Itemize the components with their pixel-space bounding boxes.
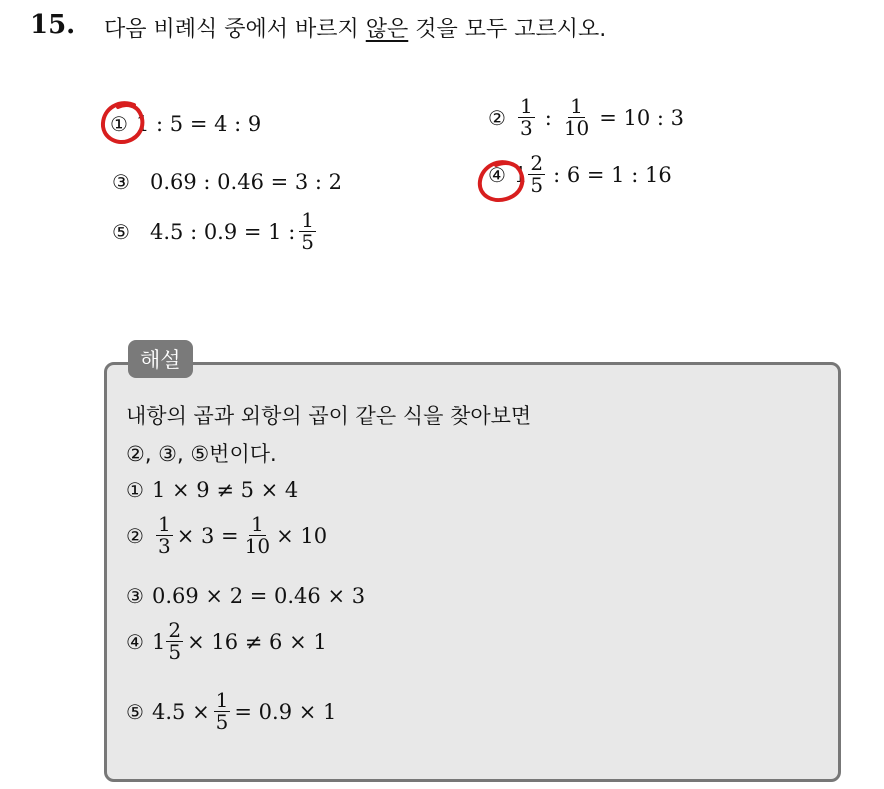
solution-step-5-head: 4.5 × [152,699,210,724]
option-5[interactable] [112,210,320,253]
solution-step-2-frac1-num: 1 [158,512,171,536]
question-text-after: 것을 모두 고르시오. [408,17,607,42]
solution-step-2-frac1-den: 3 [158,534,171,558]
option-4-frac [528,153,545,196]
question-text-before: 다음 비례식 중에서 바르지 [104,17,366,42]
solution-step-5-frac-num: 1 [215,688,229,712]
question-text [104,12,606,43]
option-2-frac1-num: 1 [520,94,533,118]
solution-step-2-frac1 [156,514,173,557]
solution-step-4 [126,620,327,663]
option-1-mark: ① [110,112,128,136]
solution-step-4-mark: ④ [126,629,144,654]
solution-step-2 [126,514,327,557]
option-4-whole: 1 [514,162,528,187]
solution-step-4-frac [166,620,183,663]
solution-step-1-expr: 1 × 9 ≠ 5 × 4 [152,478,299,502]
option-4-mark: ④ [488,162,506,187]
solution-step-3-expr: 0.69 × 2 = 0.46 × 3 [152,584,366,608]
option-2-frac2 [562,96,591,139]
solution-tag: 해설 [128,340,193,378]
option-4-tail: : 6 = 1 : 16 [553,162,672,187]
option-3-mark: ③ [112,170,130,194]
option-4-frac-den: 5 [530,173,544,197]
solution-step-1 [126,478,298,502]
red-circle-mark-icon [474,155,530,207]
option-3-expr: 0.69 : 0.46 = 3 : 2 [150,170,343,194]
option-5-frac-den: 5 [301,230,315,254]
solution-line-2: ②, ③, ⑤번이다. [126,442,277,466]
question-text-underlined: 않은 [365,17,409,42]
question-number: 15. [30,10,76,40]
solution-step-3 [126,584,365,608]
option-2-frac1-den: 3 [520,116,533,140]
option-5-mark: ⑤ [112,219,130,244]
solution-step-2-mid: × 3 = [176,523,239,548]
option-4-frac-num: 2 [530,151,544,175]
solution-step-5-mark: ⑤ [126,699,144,724]
solution-step-4-whole: 1 [152,629,166,654]
solution-step-2-frac2-den: 10 [244,534,271,558]
solution-step-5 [126,690,336,733]
solution-line-1: 내항의 곱과 외항의 곱이 같은 식을 찾아보면 [126,404,532,428]
option-5-frac-num: 1 [301,208,315,232]
option-2[interactable]: ② $\frac{1}{3}$ : $\frac{1}{10}$ = 10 : 3 [488,94,685,140]
option-5-frac [299,210,316,253]
option-3[interactable] [112,170,342,194]
option-5-head: 4.5 : 0.9 = 1 : [150,219,296,244]
solution-step-4-tail: × 16 ≠ 6 × 1 [187,629,327,654]
red-circle-mark-icon [98,97,150,147]
solution-step-5-frac-den: 5 [215,710,229,734]
solution-step-4-frac-den: 5 [168,640,182,664]
option-2-frac2-den: 10 [563,116,590,140]
solution-step-2-frac2 [243,514,272,557]
solution-step-2-tail: × 10 [276,523,328,548]
option-1-expr: 1 : 5 = 4 : 9 [136,112,262,136]
option-2-tail: = 10 : 3 [599,105,685,130]
option-2-frac2-num: 1 [570,94,583,118]
option-2-mark: ② [488,105,506,130]
solution-step-5-frac [214,690,231,733]
solution-step-5-tail: = 0.9 × 1 [234,699,337,724]
solution-step-2-frac2-num: 1 [251,512,264,536]
solution-step-3-mark: ③ [126,584,144,608]
solution-step-1-mark: ① [126,478,144,502]
option-2-frac1 [518,96,535,139]
solution-step-4-frac-num: 2 [168,618,182,642]
solution-step-2-mark: ② [126,523,144,548]
